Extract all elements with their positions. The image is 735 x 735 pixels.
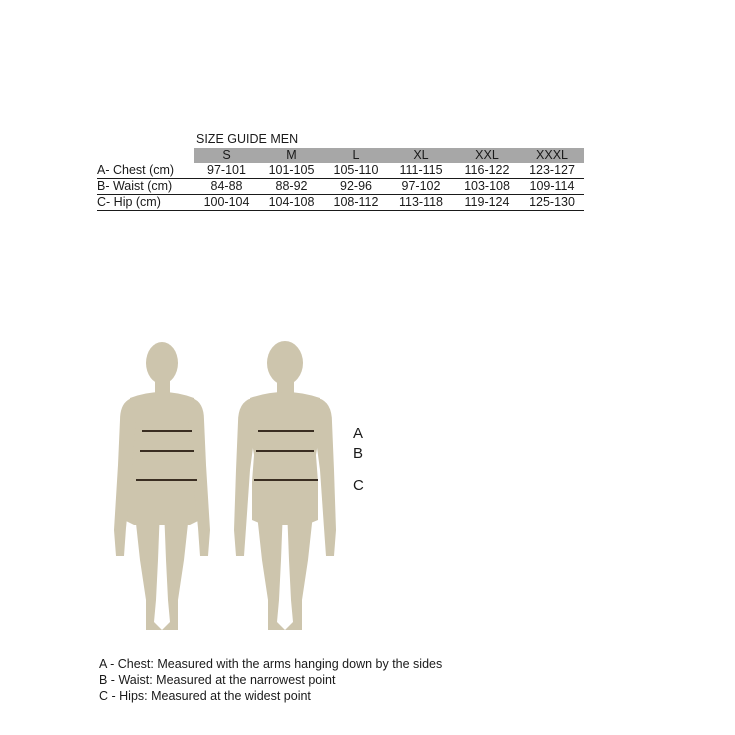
figure-arm-right [314,398,336,556]
figure-torso [124,392,200,525]
table-cell: 125-130 [520,195,584,211]
size-header-xl: XL [388,148,454,163]
table-row-hip [97,195,584,211]
size-header-xxxl: XXXL [520,148,584,163]
size-table [97,148,584,211]
size-header-l: L [324,148,388,163]
table-cell: 116-122 [454,163,520,179]
table-cell: 113-118 [388,195,454,211]
figure-head [146,342,178,384]
measurement-lines [136,431,318,480]
table-row-waist [97,179,584,195]
row-label-waist: B- Waist (cm) [97,179,194,195]
figure-arm-right [188,398,210,556]
table-row-chest [97,163,584,179]
row-label-chest: A- Chest (cm) [97,163,194,179]
table-cell: 84-88 [194,179,259,195]
figure-neck [155,380,170,394]
figure-arm-left [234,398,256,556]
body-figure-back [234,341,336,630]
size-header-xxl: XXL [454,148,520,163]
figure-arm-left [114,398,136,556]
figure-head [267,341,303,385]
figure-neck [277,380,294,394]
table-cell: 103-108 [454,179,520,195]
size-guide-title: SIZE GUIDE MEN [196,132,299,146]
table-cell: 101-105 [259,163,324,179]
body-figure-front [114,342,210,630]
table-cell: 105-110 [324,163,388,179]
measurement-notes [99,656,442,704]
table-cell: 100-104 [194,195,259,211]
figure-leg-left [256,505,285,630]
measure-label-a: A [353,425,364,442]
table-cell: 119-124 [454,195,520,211]
table-cell: 88-92 [259,179,324,195]
figure-leg-right [285,505,314,630]
note-chest: A - Chest: Measured with the arms hanging down by the sides [99,657,443,671]
figure-leg-left [134,505,162,630]
table-cell: 108-112 [324,195,388,211]
figure-leg-right [162,505,190,630]
measure-label-c: C [353,477,364,494]
table-cell: 92-96 [324,179,388,195]
table-cell: 97-101 [194,163,259,179]
note-waist: B - Waist: Measured at the narrowest point [99,673,336,687]
row-label-hip: C- Hip (cm) [97,195,194,211]
note-hips: C - Hips: Measured at the widest point [99,689,311,703]
measure-label-b: B [353,445,364,462]
table-cell: 123-127 [520,163,584,179]
figure-torso [250,392,320,525]
table-cell: 111-115 [388,163,454,179]
table-cell: 109-114 [520,179,584,195]
header-corner [97,148,194,163]
size-header-row [97,148,584,163]
table-cell: 104-108 [259,195,324,211]
size-header-s: S [194,148,259,163]
table-cell: 97-102 [388,179,454,195]
size-header-m: M [259,148,324,163]
